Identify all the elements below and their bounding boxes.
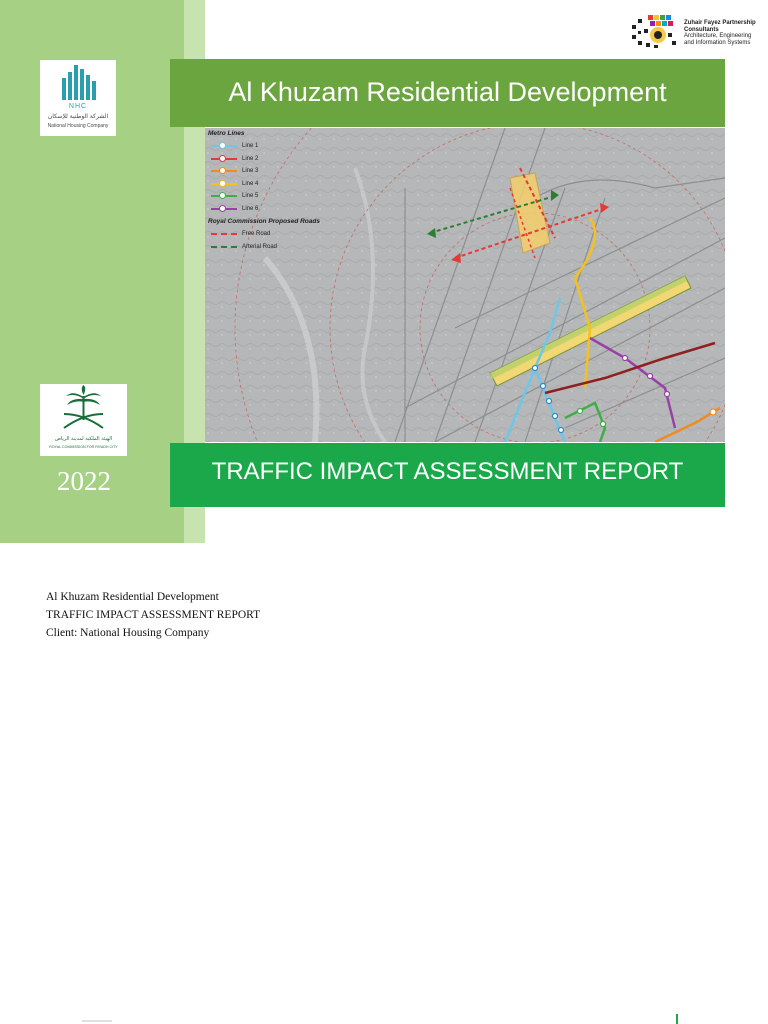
legend-road-row: [208, 241, 320, 254]
consultant-type: Consultants: [684, 26, 719, 33]
metro-line-symbol: [211, 167, 237, 175]
legend-metro-row: [208, 190, 320, 203]
legend-metro-label: Line 6: [242, 205, 259, 212]
title-banner: [170, 59, 725, 127]
document-title: Al Khuzam Residential Development: [228, 77, 667, 107]
footer-mark-left: [82, 1020, 112, 1022]
legend-metro-row: [208, 203, 320, 216]
metro-line-symbol: [211, 155, 237, 163]
nhc-logo-abbr: NHC: [68, 103, 88, 110]
legend-metro-label: Line 5: [242, 193, 259, 200]
rcrc-logo: [40, 384, 127, 456]
legend-metro-label: Line 4: [242, 180, 259, 187]
road-dash-symbol: [211, 230, 237, 238]
nhc-logo: [40, 60, 116, 136]
palm-swords-emblem: [40, 384, 127, 434]
road-dash-symbol: [211, 243, 237, 251]
consultant-services-1: Architecture, Engineering: [684, 33, 752, 39]
rcrc-logo-english: ROYAL COMMISSION FOR RIYADH CITY: [49, 445, 118, 449]
footer-mark-right: [676, 1014, 678, 1024]
report-banner: [170, 443, 725, 507]
legend-road-label: Free Road: [242, 231, 271, 238]
metro-line-symbol: [211, 205, 237, 213]
nhc-logo-english: National Housing Company: [47, 123, 109, 129]
report-type-title: TRAFFIC IMPACT ASSESSMENT REPORT: [211, 458, 684, 485]
site-location-map: [205, 128, 725, 442]
legend-metro-label: Line 3: [242, 168, 259, 175]
document-info: [46, 588, 260, 642]
legend-metro-row: [208, 165, 320, 178]
metro-line-symbol: [211, 142, 237, 150]
legend-metro-label: Line 2: [242, 155, 259, 162]
info-client: Client: National Housing Company: [46, 627, 210, 639]
rcrc-logo-arabic: الهيئة الملكية لمدينة الرياض: [54, 436, 113, 442]
legend-metro-row: [208, 140, 320, 153]
legend-road-label: Arterial Road: [242, 243, 278, 250]
legend-metro-label: Line 1: [242, 143, 259, 150]
legend-roads-heading: Royal Commission Proposed Roads: [208, 218, 320, 225]
consultant-services-2: and Information Systems: [684, 39, 751, 46]
map-legend: [208, 130, 320, 253]
metro-line-symbol: [211, 180, 237, 188]
legend-metro-row: [208, 178, 320, 191]
nhc-logo-arabic: الشركة الوطنية للإسكان: [47, 113, 109, 120]
info-report-type: TRAFFIC IMPACT ASSESSMENT REPORT: [46, 609, 261, 621]
metro-line-symbol: [211, 192, 237, 200]
consultant-logo-text: [684, 20, 756, 46]
zfp-logo-mark: [630, 13, 678, 49]
report-year: 2022: [57, 466, 111, 496]
legend-metro-heading: Metro Lines: [208, 130, 245, 137]
legend-metro-row: [208, 153, 320, 166]
legend-road-row: [208, 228, 320, 241]
info-project-name: Al Khuzam Residential Development: [46, 591, 219, 603]
consultant-name: Zuhair Fayez Partnership: [684, 20, 756, 26]
